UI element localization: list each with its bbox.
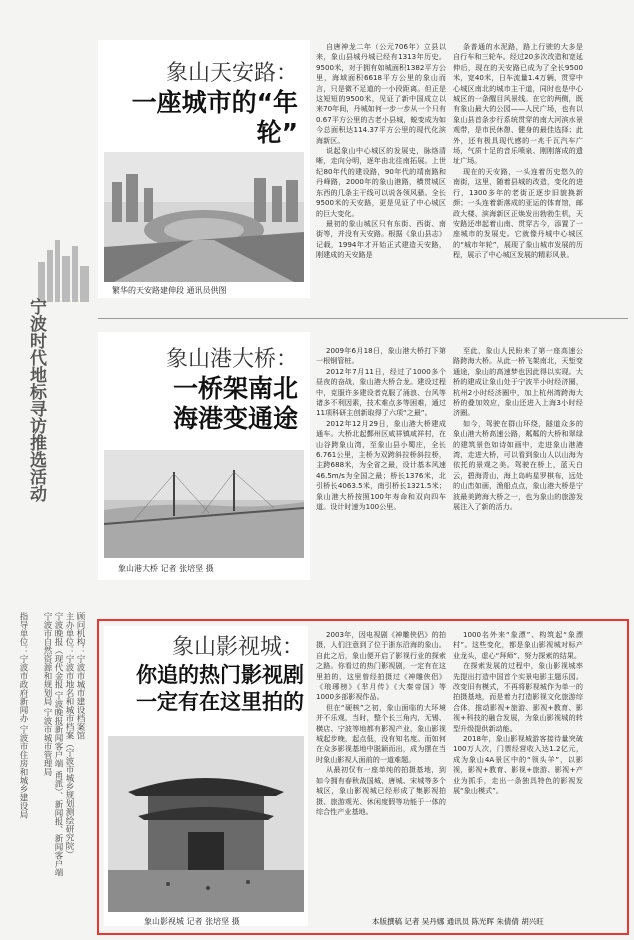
s3-paragraph: 在探索发展的过程中，象山影视城率先提出打造中国首个实景电影主题乐园。改变旧有模式，不再将影视城作为单一的拍摄基地，而是着力打造影视文化旅游综合体，推动影视+旅游、影视+教育、影视+科技的融合发展，为象山影视城的转型升级提供新动能。 [453, 661, 583, 733]
info-line-5: 指导单位：宁波市政府新闻办 宁波市住房和城乡建设局 [18, 612, 28, 819]
s1-paragraph: 最初的象山城区只有东街、西街、南街等，并没有天安路。根据《象山县志》记载，1994年才开始正式建造天安路，刚建成的天安路是 [316, 218, 446, 260]
info-line-4: 宁波市自然资源和规划局 宁波市城市管理局 [42, 612, 52, 777]
s2-paragraph: 2012年7月11日，经过了1000多个昼夜的奋战，象山港大桥合龙。建设过程中，克服许多建设者克服了涌浪、台风等诸多不利因素，技术难点多等困难，通过11项科研主创新取得了六项“之最”。 [316, 366, 446, 418]
section2-column-2 [453, 346, 583, 582]
s1-paragraph: 现在的天安路，一头连着历史悠久的南街，这里，随着县城的改造，变化的进行，1300多年的老街正逐步旧貌换新颜；一头连着新落成的亚运的体育馆，邮政大楼、滨海新区正焕发出勃勃生机，天安路还串起着山南、贯穿古今，添置了一座城市的发展史。它就像丹城中心城区的“城市年轮”，展现了象山城市发展的历程，展示了中心城区发展的精彩风景。 [453, 166, 583, 260]
section-divider [98, 318, 628, 319]
section1-title: 象山天安路： [165, 61, 298, 86]
section2-title: 象山港大桥： [165, 347, 298, 372]
info-line-1: 顾问机构：宁波市城市建设档案馆 [75, 612, 85, 740]
s3-paragraph: 2018年，象山影视城游客接待量突破100万人次，门票经营收入达1.2亿元，成为象山4A景区中的“领头羊”，以影视，影视+教育、影视+旅游、影视+产业为抓手，走出一条独具特色的影视发展“象山模式”。 [453, 734, 583, 796]
s2-paragraph: 2012年12月29日，象山港大桥建成通车。大桥北起鄞州区咸祥镇咸祥村，在山谷跨象山湾，至象山县小蜀庄，全长6.761公里，主桥为双跨斜拉桥斜拉桥，主跨688米，为全省之最，设计基本风速46.5m/s为全国之最；桥长1376米，北引桥长4063.5米，南引桥长1321.5米；象山港大桥按照100年寿命和双向四车道。设计时速为100公里。 [316, 418, 446, 512]
section1-column-1 [316, 42, 446, 290]
s3-paragraph: 1000名外来“象漂”、构筑起“象漂村”。这些变化，都是象山影视城对标产业龙头，虚心“拜师”、努力探索的结果。 [453, 630, 583, 660]
section2-heading [166, 346, 298, 434]
byline: 本版撰稿 记者 吴丹娜 通讯员 陈光晖 朱倩倩 胡兴旺 [372, 917, 544, 926]
section1-subtitle: 一座城市的“年轮” [131, 88, 298, 147]
section1-caption: 繁华的天安路建伸段 通讯员供图 [112, 286, 227, 295]
section3-caption: 象山影视城 记者 张培坚 摄 [144, 917, 240, 926]
section2-lead [98, 332, 310, 580]
info-line-3: 宁波晚报（现代金报 宁波晚报新闻客户端 甬派）、新闻报、新闻客户端 [53, 612, 63, 877]
section2-column-1 [316, 346, 446, 582]
section3-lead [104, 626, 308, 926]
section3-subtitle-1: 你追的热门影视剧 [136, 663, 304, 687]
section3-column-1 [316, 630, 446, 920]
section3-title: 象山影视城： [171, 635, 304, 660]
section2-subtitle-1: 一桥架南北 [172, 374, 298, 403]
s3-paragraph: 但在“硬核”之初，象山面临的大环境并不乐观，当时，整个长三角内，无锡、横店、宁波等地都有影视产业，象山影视城起步晚，起点低，没有知名度。而如何在众多影视基地中脱颖而出，成为摆在当时象山影视人面前的一道难题。 [316, 702, 446, 764]
s1-paragraph: 自唐神龙二年（公元706年）立县以来，象山县城丹城已经有1313年历史。9500米，对于拥有如城面积1382平方公里，海域面积6618平方公里的象山而言，只是微不足道的一小段距离。但正是这短短的9500米，见证了新中国成立以来70年间，丹城如何一步一步从一个只有0.67平方公里的古老小县城，蜕变成为如今总面积达114.37平方公里的现代化滨海新区。 [316, 42, 446, 145]
section1-column-2 [453, 42, 583, 290]
section2-photo [104, 450, 304, 558]
section3-subtitle-2: 一定有在这里拍的 [136, 690, 304, 714]
section3-heading [136, 634, 304, 716]
section3-photo [108, 736, 304, 912]
s3-paragraph: 从最初仅有一座单纯的拍摄基地，到如今拥有春秋战国城、唐城、宋城等多个城区，象山影视城已经形成了集影视拍摄、旅游观光、休闲度假等功能于一体的综合性产业基地。 [316, 765, 446, 816]
section1-photo [104, 152, 304, 282]
city-skyline-decoration [36, 232, 96, 302]
section3-column-2 [453, 630, 583, 910]
section2-subtitle-2: 海港变通途 [172, 404, 298, 433]
s2-paragraph: 如今，驾驶在群山环绕，隧道众多的象山港大桥高速公路，粼粼的大桥和翠绿的建筑景色如诗如画中，走进象山港港湾，走进大桥，可以看到象山人以山海为依托的景观之美。驾驶在桥上，蓝天白云，碧海青山，海上岛屿星罗棋布，远处的山峦如画，渔船点点，象山港大桥是宁波最美跨海大桥之一，也为象山的旅游发展注入了新的活力。 [453, 418, 583, 512]
s2-paragraph: 至此，象山人民盼来了第一座高速公路跨海大桥。从此一桥飞架南北，天堑变通途，象山的高速梦也因此得以实现。大桥的建成让象山处于宁波半小时经济圈，杭州2小时经济圈中，加上杭州湾跨海大桥的叠加效应，象山还进入上海3小时经济圈。 [453, 346, 583, 418]
section1-heading [98, 60, 298, 148]
s1-paragraph: 说起象山中心城区的发展史，脉络清晰，走向分明，逐年由北往南拓展。上世纪80年代的建设路，90年代的靖南路和丹峰路，2000年的象山港路，横贯城区东西的几条主干线可以说各领风骚。全长9500米的天安路，更是见证了中心城区的巨大变化。 [316, 146, 446, 218]
info-line-2: 主办单位：宁波市地名和城市档案（宁波市城乡规划测绘研究院） [64, 612, 74, 859]
s3-paragraph: 2003年，因电视剧《神雕侠侣》的拍摄，人们注意到了位于浙东沿海的象山。自此之后，象山便开启了影视行业的探索之路。你看过的热门影视剧，一定有在这里拍的，这里曾经拍摄过《神雕侠侣》《琅琊榜》《芈月传》《大秦帝国》等1000多部影视作品。 [316, 630, 446, 702]
s2-paragraph: 2009年6月18日，象山港大桥打下第一根钢管桩。 [316, 346, 446, 366]
section1-lead [98, 40, 310, 298]
section2-caption: 象山港大桥 记者 张培坚 摄 [118, 564, 214, 573]
campaign-title: 宁波时代地标寻访推选活动 [26, 298, 46, 502]
s1-paragraph: 条普通的水泥路，路上行驶的大多是自行车和三轮车。经过20多次改造和宽延伸后，现在的天安路已成为了全长9500米，宽40米，日车流量1.4万辆，贯穿中心城区南北的城市主干道，同时也是中心城区的一条醒目风景线。在它的两侧，既有象山最大的公园——人民广场，也有以象山县首条步行系统贯穿的南大河滨水景观带，是市民休憩、健身的最佳选择；此外，还有极具现代感的一兆千瓦汽车广场，气质十足的音乐喷泉、刚刚落成的遗址广场。 [453, 42, 583, 166]
